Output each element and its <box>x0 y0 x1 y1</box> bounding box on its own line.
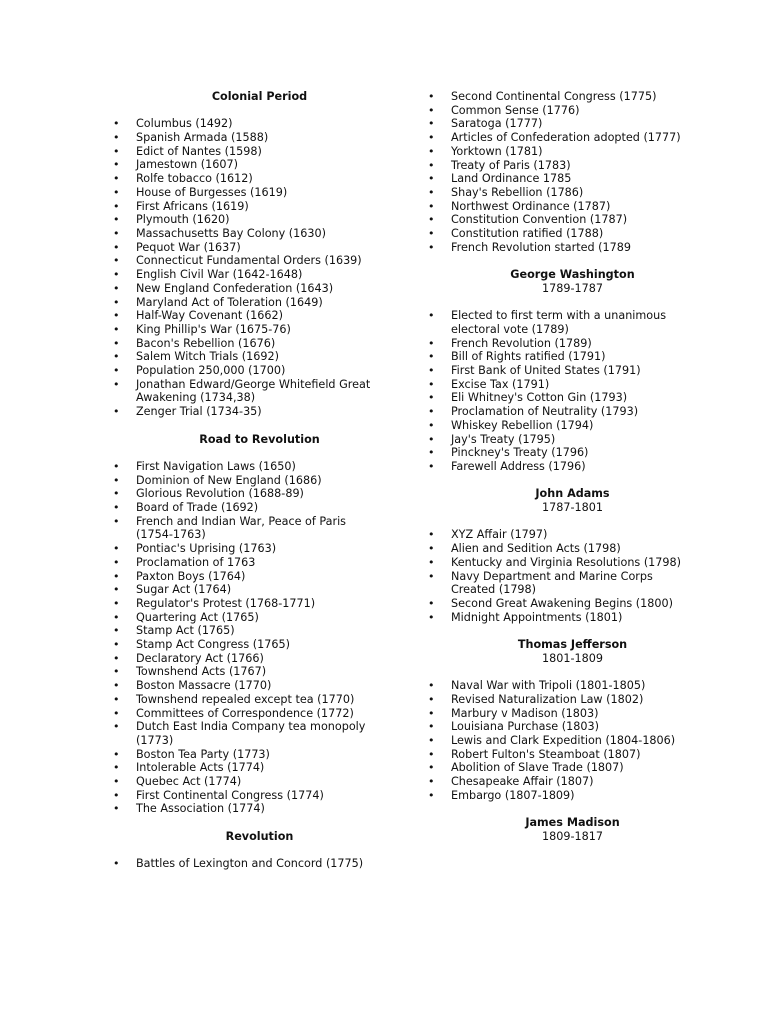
list-item: • Excise Tax (1791) <box>427 378 692 392</box>
list-item: • Board of Trade (1692) <box>112 501 377 515</box>
list-item: • First Africans (1619) <box>112 200 377 214</box>
colonial-period-list <box>112 117 377 418</box>
list-item: • Alien and Sedition Acts (1798) <box>427 542 692 556</box>
list-item: • Revised Naturalization Law (1802) <box>427 693 692 707</box>
list-item: • Edict of Nantes (1598) <box>112 145 377 159</box>
list-item: • Navy Department and Marine Corps Created (1798) <box>427 570 692 597</box>
list-item: • Massachusetts Bay Colony (1630) <box>112 227 377 241</box>
list-item: • Farewell Address (1796) <box>427 460 692 474</box>
list-item: • First Continental Congress (1774) <box>112 789 377 803</box>
list-item: • Embargo (1807-1809) <box>427 789 692 803</box>
list-item: • Constitution Convention (1787) <box>427 213 692 227</box>
list-item: • Lewis and Clark Expedition (1804-1806) <box>427 734 692 748</box>
george-washington-heading: George Washington <box>510 268 635 282</box>
list-item: • First Navigation Laws (1650) <box>112 460 377 474</box>
list-item: • Pequot War (1637) <box>112 241 377 255</box>
list-item: • Columbus (1492) <box>112 117 377 131</box>
list-item: • Marbury v Madison (1803) <box>427 707 692 721</box>
list-item: • Rolfe tobacco (1612) <box>112 172 377 186</box>
list-item: • Paxton Boys (1764) <box>112 570 377 584</box>
list-item: • Constitution ratified (1788) <box>427 227 692 241</box>
list-item: • Jay's Treaty (1795) <box>427 433 692 447</box>
list-item: • Quebec Act (1774) <box>112 775 377 789</box>
list-item: • Kentucky and Virginia Resolutions (1798) <box>427 556 692 570</box>
list-item: • Second Continental Congress (1775) <box>427 90 692 104</box>
revolution-heading: Revolution <box>225 829 294 843</box>
list-item: • Chesapeake Affair (1807) <box>427 775 692 789</box>
list-item: • New England Confederation (1643) <box>112 282 377 296</box>
list-item: • Committees of Correspondence (1772) <box>112 707 377 721</box>
george-washington-list <box>427 309 692 473</box>
list-item: • Bacon's Rebellion (1676) <box>112 337 377 351</box>
list-item: • Spanish Armada (1588) <box>112 131 377 145</box>
list-item: • Quartering Act (1765) <box>112 611 377 625</box>
thomas-jefferson-years: 1801-1809 <box>542 651 603 665</box>
list-item: • Dominion of New England (1686) <box>112 474 377 488</box>
list-item: • Louisiana Purchase (1803) <box>427 720 692 734</box>
list-item: • Second Great Awakening Begins (1800) <box>427 597 692 611</box>
list-item: • Regulator's Protest (1768-1771) <box>112 597 377 611</box>
road-to-revolution-heading: Road to Revolution <box>199 432 320 446</box>
list-item: • Northwest Ordinance (1787) <box>427 200 692 214</box>
list-item: • Treaty of Paris (1783) <box>427 159 692 173</box>
list-item: • French Revolution started (1789 <box>427 241 692 255</box>
list-item: • Intolerable Acts (1774) <box>112 761 377 775</box>
list-item: • Naval War with Tripoli (1801-1805) <box>427 679 692 693</box>
list-item: • Townshend repealed except tea (1770) <box>112 693 377 707</box>
list-item: • Elected to first term with a unanimous electoral vote (1789) <box>427 309 692 336</box>
john-adams-years: 1787-1801 <box>542 501 603 515</box>
list-item: • Jamestown (1607) <box>112 158 377 172</box>
list-item: • First Bank of United States (1791) <box>427 364 692 378</box>
list-item: • Shay's Rebellion (1786) <box>427 186 692 200</box>
list-item: • Salem Witch Trials (1692) <box>112 350 377 364</box>
list-item: • Abolition of Slave Trade (1807) <box>427 761 692 775</box>
list-item: • French Revolution (1789) <box>427 337 692 351</box>
list-item: • The Association (1774) <box>112 802 377 816</box>
list-item: • Population 250,000 (1700) <box>112 364 377 378</box>
list-item: • Boston Tea Party (1773) <box>112 748 377 762</box>
thomas-jefferson-list <box>427 679 692 802</box>
james-madison-heading: James Madison <box>525 816 620 830</box>
james-madison-years: 1809-1817 <box>542 829 603 843</box>
list-item: • Half-Way Covenant (1662) <box>112 309 377 323</box>
list-item: • Townshend Acts (1767) <box>112 665 377 679</box>
left-column <box>112 90 377 871</box>
list-item: • Dutch East India Company tea monopoly (1773) <box>112 720 377 747</box>
list-item: • Stamp Act (1765) <box>112 624 377 638</box>
list-item: • XYZ Affair (1797) <box>427 528 692 542</box>
john-adams-list <box>427 528 692 624</box>
list-item: • Jonathan Edward/George Whitefield Great Awakening (1734,38) <box>112 378 377 405</box>
list-item: • Declaratory Act (1766) <box>112 652 377 666</box>
list-item: • Yorktown (1781) <box>427 145 692 159</box>
list-item: • Maryland Act of Toleration (1649) <box>112 296 377 310</box>
revolution-list <box>112 857 377 871</box>
list-item: • Eli Whitney's Cotton Gin (1793) <box>427 391 692 405</box>
list-item: • Connecticut Fundamental Orders (1639) <box>112 254 377 268</box>
john-adams-heading: John Adams <box>535 487 610 501</box>
list-item: • Glorious Revolution (1688-89) <box>112 487 377 501</box>
list-item: • Sugar Act (1764) <box>112 583 377 597</box>
george-washington-years: 1789-1787 <box>542 281 603 295</box>
list-item: • Boston Massacre (1770) <box>112 679 377 693</box>
revolution-continued-list <box>427 90 692 254</box>
list-item: • King Phillip's War (1675-76) <box>112 323 377 337</box>
list-item: • Common Sense (1776) <box>427 104 692 118</box>
road-to-revolution-list <box>112 460 377 816</box>
colonial-period-heading: Colonial Period <box>211 90 308 103</box>
list-item: • Midnight Appointments (1801) <box>427 611 692 625</box>
list-item: • Bill of Rights ratified (1791) <box>427 350 692 364</box>
thomas-jefferson-heading: Thomas Jefferson <box>517 638 628 652</box>
list-item: • Proclamation of Neutrality (1793) <box>427 405 692 419</box>
list-item: • Zenger Trial (1734-35) <box>112 405 377 419</box>
list-item: • Proclamation of 1763 <box>112 556 377 570</box>
list-item: • Land Ordinance 1785 <box>427 172 692 186</box>
right-column <box>427 90 692 857</box>
list-item: • French and Indian War, Peace of Paris (1754-1763) <box>112 515 377 542</box>
list-item: • Pontiac's Uprising (1763) <box>112 542 377 556</box>
list-item: • Battles of Lexington and Concord (1775) <box>112 857 377 871</box>
list-item: • Pinckney's Treaty (1796) <box>427 446 692 460</box>
list-item: • Robert Fulton's Steamboat (1807) <box>427 748 692 762</box>
list-item: • Saratoga (1777) <box>427 117 692 131</box>
list-item: • Stamp Act Congress (1765) <box>112 638 377 652</box>
list-item: • Plymouth (1620) <box>112 213 377 227</box>
list-item: • Whiskey Rebellion (1794) <box>427 419 692 433</box>
list-item: • House of Burgesses (1619) <box>112 186 377 200</box>
list-item: • Articles of Confederation adopted (1777) <box>427 131 692 145</box>
list-item: • English Civil War (1642-1648) <box>112 268 377 282</box>
